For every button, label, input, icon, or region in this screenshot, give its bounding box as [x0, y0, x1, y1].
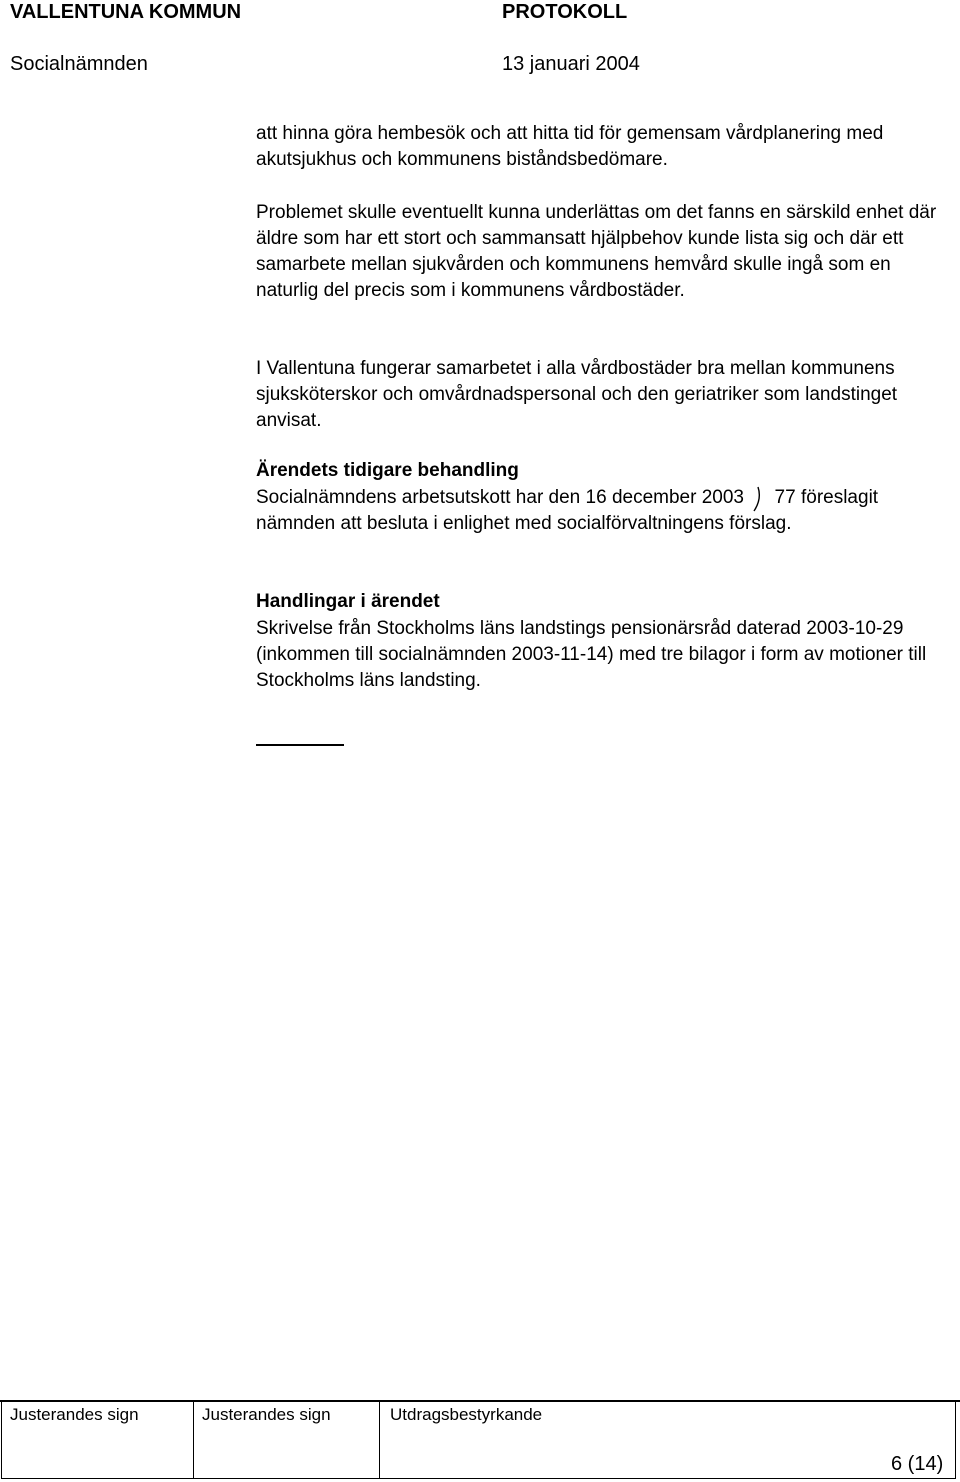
paragraph-1 — [256, 121, 956, 173]
footer-divider — [1, 1401, 2, 1479]
footer-divider — [193, 1401, 194, 1479]
footer-bottom-rule — [1, 1478, 955, 1479]
signature-field-2: Justerandes sign — [202, 1405, 331, 1424]
certification-field: Utdragsbestyrkande — [390, 1405, 543, 1424]
page-number: 6 (14) — [891, 1453, 944, 1475]
end-rule — [256, 744, 344, 746]
organization-name: VALLENTUNA KOMMUN — [10, 1, 242, 23]
section-heading-documents: Handlingar i ärendet — [256, 591, 440, 612]
paragraph-3 — [256, 356, 956, 434]
paragraph-2 — [256, 200, 956, 304]
meeting-date: 13 januari 2004 — [502, 53, 640, 75]
paragraph-2-text: Problemet skulle eventuellt kunna underlättas om det fanns en särskild enhet där äldre som har ett stort och sammansatt hjälpbehov kunde lista sig och där ett samarbete mellan sjukvården och kommunens hemvård skulle ingå som en naturlig del precis som i kommunens vårdbostäder. — [256, 202, 937, 301]
paragraph-number: 77 — [774, 487, 796, 508]
document-type: PROTOKOLL — [502, 1, 628, 23]
paragraph-1-text: att hinna göra hembesök och att hitta tid för gemensam vårdplanering med akutsjukhus och kommunens biståndsbedömare. — [256, 123, 884, 170]
previous-handling-text-start: Socialnämndens arbetsutskott har den 16 december 2003 — [256, 487, 744, 508]
board-name: Socialnämnden — [10, 53, 148, 75]
footer-top-rule — [0, 1400, 960, 1402]
section-heading-previous-handling: Ärendets tidigare behandling — [256, 460, 519, 481]
signature-field-1: Justerandes sign — [10, 1405, 139, 1424]
section-text-documents: Skrivelse från Stockholms läns landstings pensionärsråd daterad 2003-10-29 (inkommen till socialnämnden 2003-11-14) med tre bilagor i form av motioner till Stockholms läns landsting. — [256, 618, 927, 691]
footer-divider — [955, 1401, 956, 1479]
previous-handling-text-end: föreslagit nämnden att besluta i enlighet med socialförvaltningens förslag. — [256, 487, 879, 534]
section-text-previous-handling — [256, 485, 956, 537]
paragraph-3-text: I Vallentuna fungerar samarbetet i alla vårdbostäder bra mellan kommunens sjuksköterskor och omvårdnadspersonal och den geriatriker som landstinget anvisat. — [256, 358, 898, 431]
footer-divider — [379, 1401, 380, 1479]
